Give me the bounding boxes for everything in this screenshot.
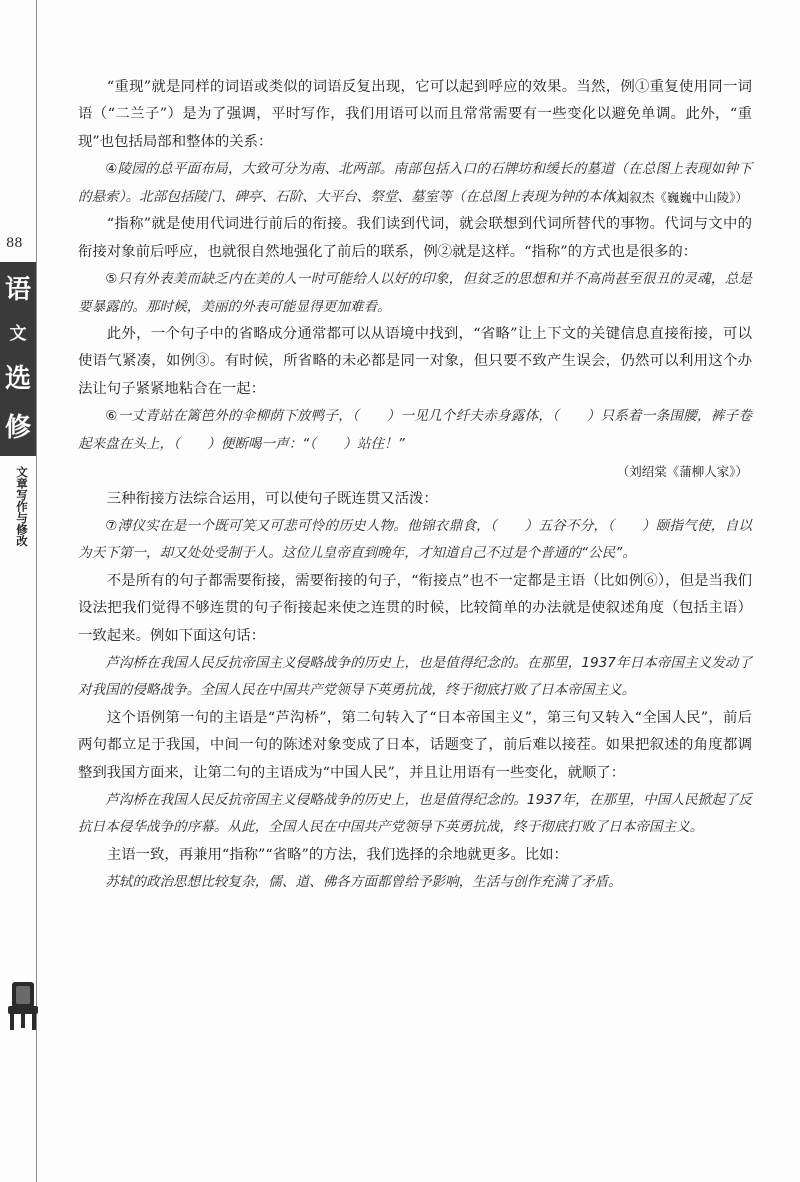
body-paragraph: 三种衔接方法综合运用，可以使句子既连贯又活泼：: [106, 490, 438, 507]
page-number: 88: [6, 236, 23, 251]
body-paragraph: “指称”就是使用代词进行前后的衔接。我们读到代词，就会联想到代词所替代的事物。代词与文中的衔接对象前后呼应，也就很自然地强化了前后的联系，例②就是这样。“指称”的方式也是很多的：: [78, 216, 752, 260]
body-paragraph: 主语一致，再兼用“指称”“省略”的方法，我们选择的余地就更多。比如：: [106, 846, 568, 863]
chair-icon: [6, 980, 40, 1032]
body-paragraph: “重现”就是同样的词语或类似的词语反复出现，它可以起到呼应的效果。当然，例①重复使用同一词语（“二兰子”）是为了强调，平时写作，我们用语可以而且常常需要有一些变化以避免单调。此外，“重现”也包括局部和整体的关系：: [78, 79, 752, 150]
example-paragraph: ⑦溥仪实在是一个既可笑又可悲可怜的历史人物。他锦衣鼎食，（ ）五谷不分，（ ）颐指气使，自以为天下第一，却又处处受制于人。这位儿皇帝直到晚年，才知道自己不过是个普通的“公民”。: [78, 517, 752, 562]
section-tab: [0, 262, 36, 456]
example-paragraph: 芦沟桥在我国人民反抗帝国主义侵略战争的历史上，也是值得纪念的。1937年，在那里，中国人民掀起了反抗日本侵华战争的序幕。从此，全国人民在中国共产党领导下英勇抗战，终于彻底打败了日本帝国主义。: [78, 791, 752, 836]
body-paragraph: 此外，一个句子中的省略成分通常都可以从语境中找到，“省略”让上下文的关键信息直接衔接，可以使语气紧凑，如例③。有时候，所省略的未必都是同一对象，但只要不致产生误会，仍然可以利用这个办法让句子紧紧地粘合在一起：: [78, 326, 752, 397]
example-paragraph: 芦沟桥在我国人民反抗帝国主义侵略战争的历史上，也是值得纪念的。在那里，1937年日本帝国主义发动了对我国的侵略战争。全国人民在中国共产党领导下英勇抗战，终于彻底打败了日本帝国主义。: [78, 654, 752, 699]
example-paragraph: 苏轼的政治思想比较复杂，儒、道、佛各方面都曾给予影响，生活与创作充满了矛盾。: [105, 874, 622, 891]
tab-char: 语: [4, 275, 31, 306]
article-body: [78, 74, 752, 897]
example-paragraph: ⑥一丈青站在篱笆外的伞柳荫下放鸭子，（ ）一见几个纤夫赤身露体，（ ）只系着一条围腰，裤子卷起来盘在头上，（ ）便断喝一声：“（ ）站住！”: [78, 408, 752, 452]
tab-char: 文: [9, 324, 27, 345]
tab-char: 选: [4, 363, 31, 394]
source-citation: （刘叙杰《巍巍中山陵》）: [604, 190, 748, 206]
section-subtitle: 文章写作与修改: [15, 466, 29, 547]
example-paragraph: ④陵园的总平面布局，大致可分为南、北两部。南部包括入口的石牌坊和缓长的墓道（在总图上表现如钟下的悬索）。北部包括陵门、碑亭、石阶、大平台、祭堂、墓室等（在总图上表现为钟的本体）。: [78, 161, 752, 205]
example-paragraph: ⑤只有外表美而缺乏内在美的人一时可能给人以好的印象，但贫乏的思想和并不高尚甚至很丑的灵魂，总是要暴露的。那时候，美丽的外表可能显得更加难看。: [78, 271, 752, 315]
body-paragraph: 不是所有的句子都需要衔接，需要衔接的句子，“衔接点”也不一定都是主语（比如例⑥），但是当我们设法把我们觉得不够连贯的句子衔接起来使之连贯的时候，比较简单的办法就是使叙述角度（包括主语）一致起来。例如下面这句话：: [78, 572, 752, 644]
tab-char: 修: [4, 412, 31, 443]
source-citation: （刘绍棠《蒲柳人家》）: [616, 464, 748, 480]
body-paragraph: 这个语例第一句的主语是“芦沟桥”，第二句转入了“日本帝国主义”，第三句又转入“全国人民”，前后两句都立足于我国，中间一句的陈述对象变成了日本，话题变了，前后难以接茬。如果把叙述的角度都调整到我国方面来，让第二句的主语成为“中国人民”，并且让用语有一些变化，就顺了：: [78, 709, 752, 781]
